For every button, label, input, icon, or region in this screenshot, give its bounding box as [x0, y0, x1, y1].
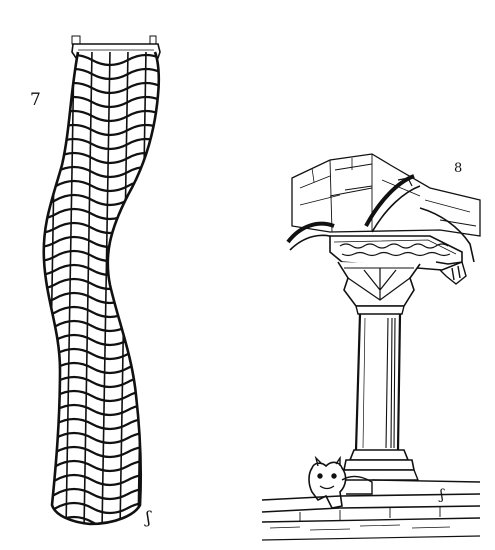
figure-7-signature-mark: ʃ	[146, 508, 151, 528]
figure-7-number: 7	[30, 90, 41, 110]
figure-8-signature-mark: ʃ	[440, 487, 444, 503]
figure-8-number: 8	[454, 161, 463, 176]
